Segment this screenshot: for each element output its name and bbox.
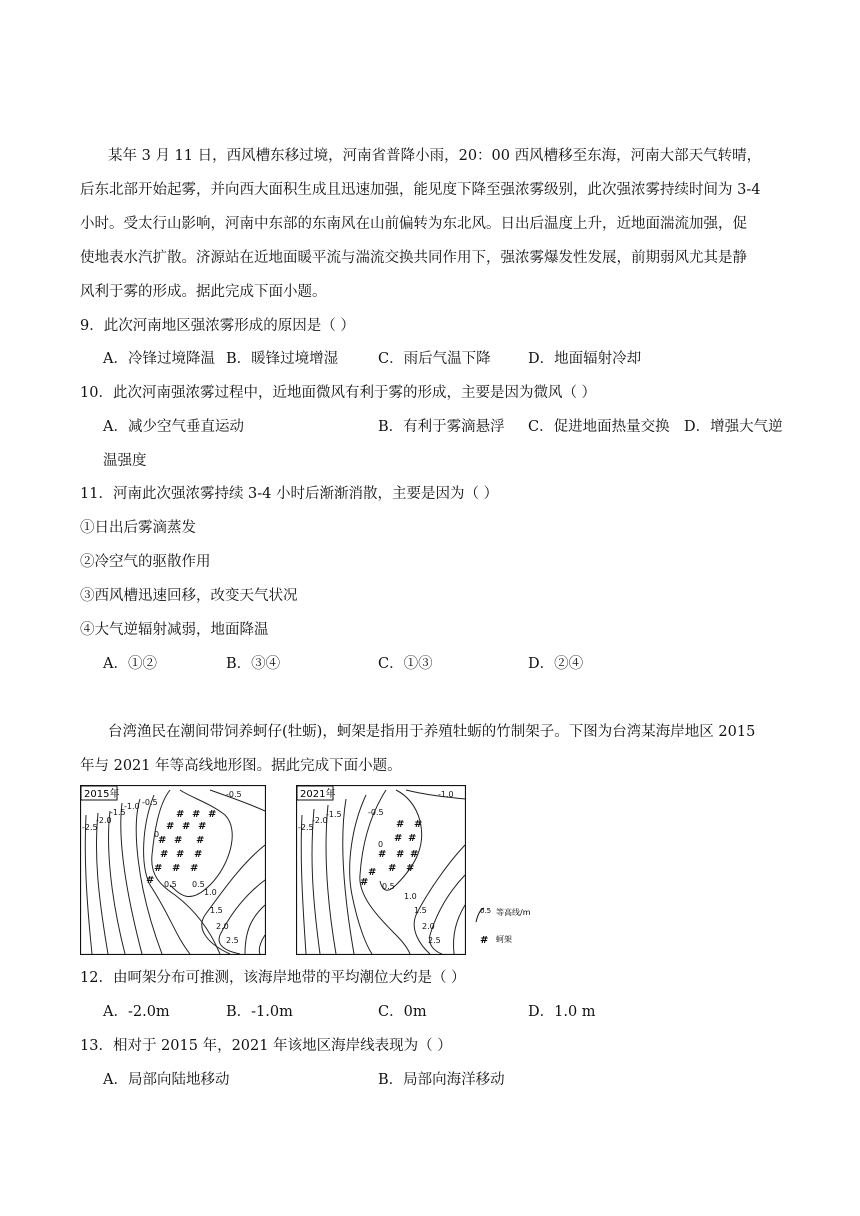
q11-item-3: ③西风槽迅速回移，改变天气状况: [80, 588, 298, 604]
svg-text:0: 0: [378, 840, 384, 849]
q10-option-a: A．减少空气垂直运动: [103, 419, 244, 435]
svg-text:#: #: [190, 863, 199, 874]
svg-text:1.5: 1.5: [210, 906, 223, 915]
q9-option-b: B．暖锋过境增湿: [226, 351, 339, 367]
svg-text:#: #: [174, 835, 183, 846]
svg-text:2.0: 2.0: [216, 922, 229, 931]
svg-text:#: #: [146, 875, 155, 886]
svg-text:#: #: [208, 809, 217, 820]
question-9-stem: 9．此次河南地区强浓雾形成的原因是（ ）: [80, 318, 355, 334]
passage-1-line: 后东北部开始起雾，并向西大面积生成且迅速加强，能见度下降至强浓雾级别，此次强浓雾持续时间为 3-4: [80, 182, 761, 198]
svg-text:0.5: 0.5: [164, 880, 177, 889]
svg-text:-2.0: -2.0: [96, 816, 112, 825]
q11-item-1: ①日出后雾滴蒸发: [80, 520, 196, 536]
q13-option-b: B．局部向海洋移动: [378, 1072, 505, 1088]
svg-text:#: #: [166, 821, 175, 832]
q11-option-d: D．②④: [528, 656, 584, 672]
svg-text:#: #: [154, 863, 163, 874]
map-legend: [474, 900, 564, 950]
q9-option-d: D．地面辐射冷却: [528, 351, 642, 367]
svg-text:0.5: 0.5: [480, 907, 492, 915]
svg-text:1.0: 1.0: [404, 892, 417, 901]
q12-option-a: A．-2.0m: [103, 1004, 170, 1020]
svg-text:#: #: [176, 809, 185, 820]
svg-text:等高线/m: 等高线/m: [496, 908, 531, 917]
question-12-stem: 12．由呵架分布可推测，该海岸地带的平均潮位大约是（ ）: [80, 970, 466, 986]
svg-text:#: #: [192, 809, 201, 820]
svg-text:-0.5: -0.5: [142, 798, 158, 807]
passage-1-line: 小时。受太行山影响，河南中东部的东南风在山前偏转为东北风。日出后温度上升，近地面湍流加强，促: [80, 216, 747, 232]
q11-option-a: A．①②: [103, 656, 157, 672]
svg-text:#: #: [176, 849, 185, 860]
passage-2-line: 台湾渔民在潮间带饲养蚵仔(牡蛎)，蚵架是指用于养殖牡蛎的竹制架子。下图为台湾某海岸地区 2015: [108, 724, 756, 740]
q13-option-a: A．局部向陆地移动: [103, 1072, 230, 1088]
map-year-label: 2021年: [300, 789, 336, 800]
contour-map-2021: [296, 785, 466, 955]
svg-text:#: #: [368, 867, 377, 878]
svg-text:#: #: [378, 849, 387, 860]
svg-text:1.5: 1.5: [414, 906, 427, 915]
map-year-label: 2015年: [84, 789, 120, 800]
svg-text:#: #: [196, 835, 205, 846]
svg-text:0.5: 0.5: [382, 882, 395, 891]
svg-text:#: #: [396, 819, 405, 830]
svg-text:#: #: [406, 863, 415, 874]
svg-text:#: #: [158, 835, 167, 846]
q10-option-c: C．促进地面热量交换: [528, 419, 670, 435]
svg-text:#: #: [182, 821, 191, 832]
svg-text:2.0: 2.0: [422, 922, 435, 931]
q11-item-2: ②冷空气的驱散作用: [80, 554, 211, 570]
svg-text:1.0: 1.0: [204, 888, 217, 897]
svg-text:#: #: [396, 849, 405, 860]
svg-text:-1.0: -1.0: [438, 790, 454, 799]
svg-text:#: #: [198, 821, 207, 832]
svg-text:-0.5: -0.5: [368, 808, 384, 817]
q10-option-b: B．有利于雾滴悬浮: [378, 419, 505, 435]
svg-text:2.5: 2.5: [428, 936, 441, 945]
svg-text:#: #: [388, 863, 397, 874]
svg-text:#: #: [360, 877, 369, 888]
svg-text:#: #: [172, 863, 181, 874]
svg-text:0: 0: [154, 830, 160, 839]
q12-option-c: C．0m: [378, 1004, 427, 1020]
svg-text:#: #: [160, 849, 169, 860]
svg-text:#: #: [410, 849, 419, 860]
q10-option-d-continuation: 温强度: [103, 453, 147, 469]
svg-text:-1.5: -1.5: [326, 810, 342, 819]
svg-text:-2.5: -2.5: [82, 823, 98, 832]
passage-1-line: 使地表水汽扩散。济源站在近地面暖平流与湍流交换共同作用下，强浓雾爆发性发展，前期弱风尤其是静: [80, 250, 747, 266]
svg-text:-0.5: -0.5: [226, 790, 242, 799]
svg-text:#: #: [408, 833, 417, 844]
q11-option-c: C．①③: [378, 656, 433, 672]
svg-text:0.5: 0.5: [192, 880, 205, 889]
q12-option-d: D．1.0 m: [528, 1004, 596, 1020]
svg-text:蚵架: 蚵架: [496, 935, 512, 944]
svg-text:#: #: [394, 833, 403, 844]
passage-1-line: 风利于雾的形成。据此完成下面小题。: [80, 284, 327, 300]
svg-text:-2.0: -2.0: [312, 816, 328, 825]
q10-option-d: D．增强大气逆: [684, 419, 783, 435]
svg-text:-1.5: -1.5: [110, 808, 126, 817]
question-11-stem: 11．河南此次强浓雾持续 3-4 小时后渐渐消散，主要是因为（ ）: [80, 486, 499, 502]
passage-2-line: 年与 2021 年等高线地形图。据此完成下面小题。: [80, 758, 402, 774]
svg-text:#: #: [414, 819, 423, 830]
svg-text:-2.5: -2.5: [298, 823, 314, 832]
svg-text:2.5: 2.5: [226, 936, 239, 945]
oyster-rack-icon: #: [480, 935, 489, 946]
question-13-stem: 13．相对于 2015 年，2021 年该地区海岸线表现为（ ）: [80, 1038, 452, 1054]
passage-1-line: 某年 3 月 11 日，西风槽东移过境，河南省普降小雨，20：00 西风槽移至东海，河南大部天气转晴，: [108, 148, 762, 164]
question-10-stem: 10．此次河南强浓雾过程中，近地面微风有利于雾的形成，主要是因为微风（ ）: [80, 385, 597, 401]
svg-text:#: #: [194, 849, 203, 860]
q11-item-4: ④大气逆辐射减弱，地面降温: [80, 622, 269, 638]
q11-option-b: B．③④: [226, 656, 281, 672]
q9-option-c: C．雨后气温下降: [378, 351, 491, 367]
contour-map-2015: [80, 785, 266, 955]
svg-text:-1.0: -1.0: [124, 802, 140, 811]
q9-option-a: A．冷锋过境降温: [103, 351, 215, 367]
q12-option-b: B．-1.0m: [226, 1004, 293, 1020]
